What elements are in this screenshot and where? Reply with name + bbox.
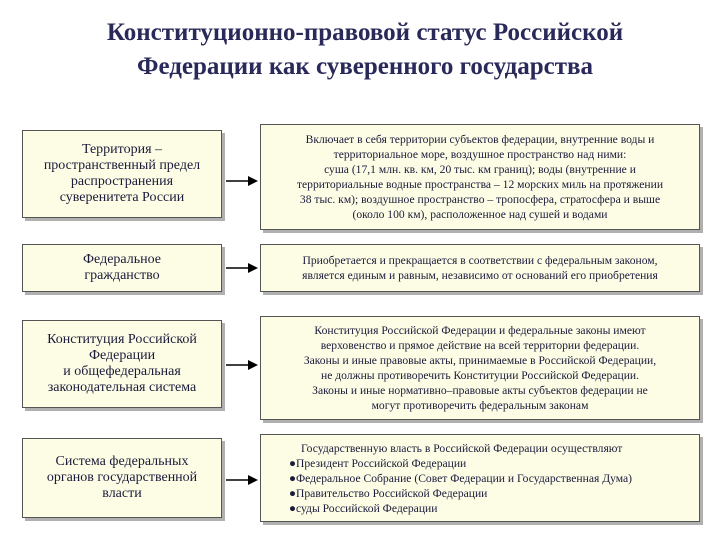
territory-box <box>22 130 222 218</box>
territory-description-line: территориальное море, воздушное пространство над ними: <box>333 148 627 161</box>
territory-description-line: суша (17,1 млн. кв. км, 20 тыс. км границ); воды (внутренние и <box>324 163 636 176</box>
territory-description-box <box>260 124 700 230</box>
federal-authorities-list-item: ●Федеральное Собрание (Совет Федерации и Государственная Дума) <box>289 471 633 485</box>
constitution-description-line: Законы и иные правовые акты, принимаемые в Российской Федерации, <box>303 354 657 367</box>
federal-authorities-line: власти <box>102 486 142 501</box>
arrow-icon <box>226 174 258 188</box>
constitution-description-line: верховенство и прямое действие на всей территории федерации. <box>320 339 640 352</box>
citizenship-box <box>22 244 222 292</box>
arrow-icon <box>226 261 258 275</box>
territory-description-line: (около 100 км), расположенное над сушей и водами <box>352 208 608 221</box>
constitution-description-line: не должны противоречить Конституции Российской Федерации. <box>320 369 639 382</box>
territory-description-line: 38 тыс. км); воздушное пространство – тропосфера, стратосфера и выше <box>299 193 661 206</box>
citizenship-line: Федеральное <box>82 252 161 267</box>
federal-authorities-description-box <box>260 434 700 522</box>
constitution-box <box>22 320 222 408</box>
territory-line: Территория – <box>81 142 163 157</box>
constitution-description-box <box>260 316 700 420</box>
arrow-icon <box>226 358 258 372</box>
citizenship-description-line: является единым и равным, независимо от оснований его приобретения <box>302 269 658 282</box>
federal-authorities-line: органов государственной <box>46 470 198 485</box>
federal-authorities-line: Система федеральных <box>55 454 189 469</box>
constitution-line: и общефедеральная <box>63 364 181 379</box>
constitution-line: Федерации <box>88 348 156 363</box>
constitution-line: Конституция Российской <box>47 332 197 347</box>
title-line-1: Конституционно-правовой статус Российской <box>106 19 624 46</box>
federal-authorities-intro: Государственную власть в Российской Федерации осуществляют <box>301 441 623 455</box>
federal-authorities-box <box>22 438 222 518</box>
territory-line: суверенитета России <box>59 190 185 205</box>
arrow-icon <box>226 473 258 487</box>
constitution-description-line: Законы и иные нормативно–правовые акты субъектов федерации не <box>312 384 648 397</box>
territory-description-line: Включает в себя территории субъектов федерации, внутренние воды и <box>305 133 655 146</box>
citizenship-description-box <box>260 244 700 292</box>
constitution-description-line: Конституция Российской Федерации и федеральные законы имеют <box>314 324 646 337</box>
slide-title <box>20 16 710 84</box>
constitution-line: законодательная система <box>47 380 197 395</box>
constitution-description-line: могут противоречить федеральным законам <box>371 399 589 412</box>
citizenship-description-line: Приобретается и прекращается в соответствии с федеральным законом, <box>302 254 658 267</box>
territory-description-line: территориальные водные пространства – 12 морских миль на протяжении <box>296 178 664 191</box>
title-line-2: Федерации как суверенного государства <box>136 53 594 80</box>
territory-line: пространственный предел <box>43 158 201 173</box>
federal-authorities-list-item: ●Правительство Российской Федерации <box>289 486 488 500</box>
federal-authorities-list-item: ●суды Российской Федерации <box>289 501 438 515</box>
territory-line: распространения <box>70 174 174 189</box>
federal-authorities-list-item: ●Президент Российской Федерации <box>289 456 467 470</box>
citizenship-line: гражданство <box>84 268 160 283</box>
